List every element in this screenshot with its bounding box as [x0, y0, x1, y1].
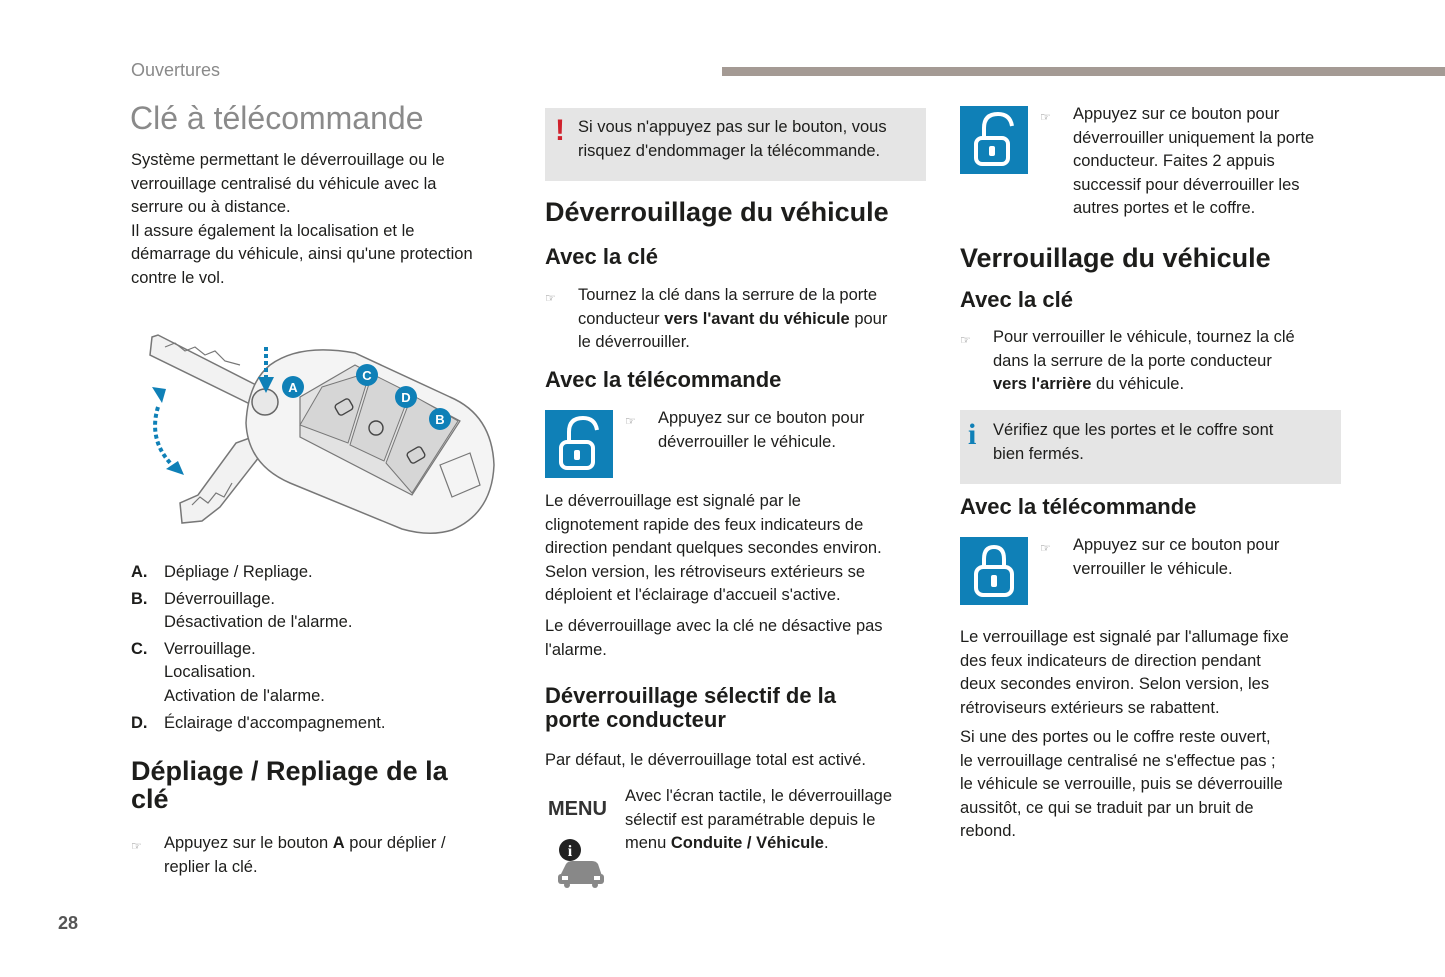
- callout-c: [356, 364, 378, 386]
- intro-line: Il assure également la localisation et le: [131, 221, 415, 240]
- pointing-hand-icon: ☞: [960, 333, 971, 347]
- unlock-key-subheading: Avec la clé: [545, 244, 658, 269]
- alarm-paragraph: Le déverrouillage avec la clé ne désactive pas l'alarme.: [545, 617, 883, 659]
- warning-box: [545, 108, 926, 181]
- pointing-hand-icon: ☞: [625, 414, 636, 428]
- key-illustration: [140, 325, 510, 555]
- intro-paragraph: [131, 149, 516, 291]
- unlock-remote-instruction: ☞ Appuyez sur ce bouton pour déverrouiller le véhicule.: [625, 407, 925, 454]
- svg-text:i: i: [567, 843, 573, 860]
- intro-line: Système permettant le déverrouillage ou le: [131, 151, 445, 169]
- driver-unlock-button-icon: [960, 106, 1028, 174]
- unlock-remote-subheading: Avec la télécommande: [545, 367, 782, 392]
- header-bar: [722, 67, 1445, 76]
- svg-text:B: B: [435, 412, 445, 427]
- default-paragraph: Par défaut, le déverrouillage total est activé.: [545, 751, 867, 769]
- info-icon: i: [968, 418, 977, 451]
- pointing-hand-icon: ☞: [1040, 541, 1051, 555]
- unlock-button-icon: [545, 410, 613, 478]
- driver-unlock-instruction: ☞ Appuyez sur ce bouton pour déverrouiller uniquement la porte conducteur. Faites 2 appuis successif pour déverrouiller les autres portes et le coffre.: [1040, 103, 1350, 221]
- unlock-signal-paragraph: Le déverrouillage est signalé par le clignotement rapide des feux indicateurs de direction pendant quelques secondes environ. Selon version, les rétroviseurs extérieurs se déploient et l'éclairage d'accueil s'active.: [545, 492, 882, 605]
- svg-text:A: A: [288, 380, 298, 395]
- pointing-hand-icon: ☞: [1040, 110, 1051, 124]
- legend-item-a: A. Dépliage / Repliage.: [131, 563, 313, 581]
- callout-a: [282, 376, 304, 398]
- lock-remote-subheading: Avec la télécommande: [960, 494, 1197, 519]
- pointing-hand-icon: ☞: [545, 291, 556, 305]
- driving-vehicle-icon: [552, 836, 606, 890]
- selective-unlock-heading: Déverrouillage sélectif de la porte conducteur: [545, 683, 837, 732]
- legend-item-b: B. Déverrouillage. Désactivation de l'alarme.: [131, 589, 353, 632]
- info-box: i Vérifiez que les portes et le coffre sont bien fermés.: [960, 410, 1341, 484]
- section-label: Ouvertures: [131, 60, 221, 80]
- lock-heading: Verrouillage du véhicule: [960, 243, 1271, 273]
- fold-instruction: ☞ Appuyez sur le bouton A pour déplier / replier la clé.: [131, 832, 511, 879]
- unlock-heading: Déverrouillage du véhicule: [545, 197, 889, 227]
- button-legend: [131, 561, 511, 735]
- folded-blade: [150, 335, 260, 405]
- warning-icon: !: [555, 114, 565, 147]
- legend-item-d: D. Éclairage d'accompagnement.: [131, 713, 386, 732]
- intro-line: démarrage du véhicule, ainsi qu'une protection: [131, 245, 473, 264]
- lock-button-icon: [960, 537, 1028, 605]
- lock-signal-paragraph: Le verrouillage est signalé par l'allumage fixe des feux indicateurs de direction pendant deux secondes environ. Selon version, les rétroviseurs extérieurs se rabattent.: [960, 628, 1289, 717]
- fold-heading: Dépliage / Repliage de la clé: [131, 756, 448, 814]
- lock-key-subheading: Avec la clé: [960, 287, 1073, 312]
- callout-d: [395, 386, 417, 408]
- svg-text:C: C: [362, 368, 372, 383]
- unlock-key-instruction: ☞ Tournez la clé dans la serrure de la porte conducteur vers l'avant du véhicule pour le déverrouiller.: [545, 284, 930, 355]
- intro-line: verrouillage centralisé du véhicule avec la: [131, 174, 437, 193]
- warning-line: risquez d'endommager la télécommande.: [578, 141, 881, 160]
- page-title: Clé à télécommande: [130, 100, 424, 136]
- pointing-hand-icon: ☞: [131, 839, 142, 853]
- intro-line: serrure ou à distance.: [131, 198, 291, 217]
- menu-label: MENU: [548, 798, 607, 820]
- callout-b: [429, 408, 451, 430]
- menu-paragraph: Avec l'écran tactile, le déverrouillage sélectif est paramétrable depuis le menu Conduite / Véhicule.: [625, 787, 892, 853]
- warning-line: Si vous n'appuyez pas sur le bouton, vous: [578, 118, 887, 136]
- svg-text:D: D: [401, 390, 411, 405]
- door-open-paragraph: Si une des portes ou le coffre reste ouvert, le verrouillage centralisé ne s'effectue pas ; le véhicule se verrouille, puis se déverrouille aussitôt, ce qui se traduit par un bruit de rebond.: [960, 728, 1283, 841]
- lock-key-instruction: ☞ Pour verrouiller le véhicule, tournez la clé dans la serrure de la porte conducteur vers l'arrière du véhicule.: [960, 326, 1345, 397]
- intro-line: contre le vol.: [131, 268, 225, 287]
- lock-remote-instruction: ☞ Appuyez sur ce bouton pour verrouiller le véhicule.: [1040, 534, 1350, 581]
- page-number: 28: [58, 913, 79, 933]
- legend-item-c: C. Verrouillage. Localisation. Activation de l'alarme.: [131, 639, 325, 705]
